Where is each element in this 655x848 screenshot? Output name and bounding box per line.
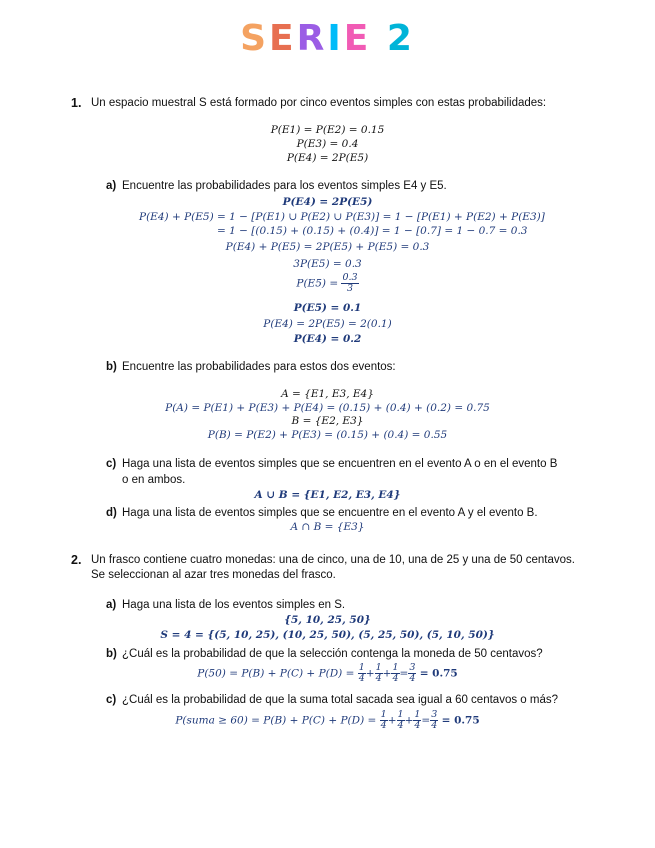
- q1b-text: Encuentre las probabilidades para estos dos eventos:: [122, 361, 396, 373]
- q2a-line-2: S = 4 = {(5, 10, 25), (10, 25, 50), (5, 25, 50), (5, 10, 50)}: [160, 629, 495, 641]
- q1a-line-9: P(E4) = 0.2: [293, 333, 362, 345]
- title-letter: E: [269, 18, 297, 59]
- q2b-result: = 0.75: [419, 667, 458, 680]
- given-1: P(E1) = P(E2) = 0.15: [270, 124, 385, 136]
- q1d-label: d): [106, 507, 117, 519]
- q1b-line-4: P(B) = P(E2) + P(E3) = (0.15) + (0.4) = 0.55: [207, 429, 448, 441]
- title-letter: I: [327, 18, 344, 59]
- q1a-line-3: = 1 − [(0.15) + (0.15) + (0.4)] = 1 − [0.7] = 1 − 0.7 = 0.3: [217, 225, 528, 237]
- title-letter: E: [343, 18, 372, 59]
- given-2: P(E3) = 0.4: [296, 138, 359, 150]
- q1a-fraction-den: 3: [347, 283, 354, 294]
- q2b-frac-1-num: 1: [358, 662, 365, 673]
- q2c-frac-3-den: 4: [414, 720, 421, 731]
- question-2-number: 2.: [71, 553, 82, 567]
- q2c-label: c): [106, 694, 117, 706]
- q2c-frac-1-num: 1: [380, 709, 387, 720]
- q2b-frac-2: [375, 663, 383, 684]
- q2b-frac-3: [391, 663, 399, 684]
- given-3: P(E4) = 2P(E5): [286, 152, 369, 164]
- q1a-label: a): [106, 180, 117, 192]
- q1a-line-7: P(E5) = 0.1: [293, 302, 362, 314]
- q2b-lhs: P(50) = P(B) + P(C) + P(D) =: [197, 667, 355, 680]
- q2c-frac-1: [380, 710, 388, 731]
- title-letter: S: [240, 18, 269, 59]
- q2b-frac-3-den: 4: [392, 673, 399, 684]
- q2b-frac-2-den: 4: [375, 673, 382, 684]
- q2b-frac-4-den: 4: [409, 673, 416, 684]
- q1a-line-4: P(E4) + P(E5) = 2P(E5) + P(E5) = 0.3: [225, 241, 430, 253]
- q2c-frac-2-den: 4: [397, 720, 404, 731]
- q2c-result: = 0.75: [441, 714, 480, 727]
- q1a-line-6-lhs: P(E5) =: [296, 277, 339, 290]
- q1c-text-1: Haga una lista de eventos simples que se encuentren en el evento A o en el evento B: [122, 458, 558, 470]
- q1a-line-1: P(E4) = 2P(E5): [282, 196, 373, 208]
- title-letter: R: [296, 18, 328, 59]
- q2c-frac-1-den: 4: [380, 720, 387, 731]
- q1c-answer: A ∪ B = {E1, E2, E3, E4}: [254, 489, 401, 501]
- page-title: [0, 18, 655, 59]
- q1b-line-1: A = {E1, E3, E4}: [281, 388, 374, 400]
- q1b-label: b): [106, 361, 117, 373]
- q1a-fraction-num: 0.3: [342, 272, 358, 283]
- question-1-text: Un espacio muestral S está formado por cinco eventos simples con estas probabilidades:: [91, 97, 547, 109]
- q1c-label: c): [106, 458, 117, 470]
- q1a-line-5: 3P(E5) = 0.3: [293, 258, 362, 270]
- q2c-frac-4-den: 4: [431, 720, 438, 731]
- q2b-frac-4: [408, 663, 416, 684]
- title-letter: 2: [386, 18, 415, 59]
- q2c-text: ¿Cuál es la probabilidad de que la suma total sacada sea igual a 60 centavos o más?: [122, 694, 558, 706]
- q1a-text: Encuentre las probabilidades para los eventos simples E4 y E5.: [122, 180, 447, 192]
- q2b-frac-2-num: 1: [375, 662, 382, 673]
- q2c-equation: P(suma ≥ 60) = P(B) + P(C) + P(D) = $\frac{1}{4}$ + $\frac{1}{4}$ + $\frac{1}{4}$ = $\frac{3}{4}$ = 0.75: [175, 709, 480, 731]
- q1b-line-3: B = {E2, E3}: [291, 415, 364, 427]
- q2a-line-1: {5, 10, 25, 50}: [284, 614, 371, 626]
- q2b-frac-3-num: 1: [392, 662, 399, 673]
- q2c-lhs: P(suma ≥ 60) = P(B) + P(C) + P(D) =: [175, 714, 377, 727]
- title-letter: [371, 18, 387, 59]
- q2a-label: a): [106, 599, 117, 611]
- question-2-text-2: Se seleccionan al azar tres monedas del frasco.: [91, 569, 336, 581]
- q2b-frac-4-num: 3: [409, 662, 416, 673]
- q1d-text: Haga una lista de eventos simples que se encuentre en el evento A y el evento B.: [122, 507, 538, 519]
- q2c-frac-3-num: 1: [414, 709, 421, 720]
- question-1-number: 1.: [71, 96, 82, 110]
- q2b-label: b): [106, 648, 117, 660]
- q2c-frac-4: [430, 710, 438, 731]
- q2b-equation: P(50) = P(B) + P(C) + P(D) = $\frac{1}{4}$ + $\frac{1}{4}$ + $\frac{1}{4}$ = $\frac{3}{4}$ = 0.75: [197, 662, 458, 684]
- q2b-text: ¿Cuál es la probabilidad de que la selección contenga la moneda de 50 centavos?: [122, 648, 543, 660]
- q2b-frac-1-den: 4: [358, 673, 365, 684]
- q1b-line-2: P(A) = P(E1) + P(E3) + P(E4) = (0.15) + (0.4) + (0.2) = 0.75: [165, 402, 490, 414]
- q2c-frac-2-num: 1: [397, 709, 404, 720]
- q2c-frac-3: [413, 710, 421, 731]
- q1a-line-8: P(E4) = 2P(E5) = 2(0.1): [263, 318, 392, 330]
- q2c-frac-4-num: 3: [431, 709, 438, 720]
- q2c-frac-2: [397, 710, 405, 731]
- q1a-line-2: P(E4) + P(E5) = 1 − [P(E1) ∪ P(E2) ∪ P(E3)] = 1 − [P(E1) + P(E2) + P(E3)]: [139, 211, 545, 223]
- q2b-frac-1: [358, 663, 366, 684]
- q2a-text: Haga una lista de los eventos simples en S.: [122, 599, 346, 611]
- q1c-text-2: o en ambos.: [122, 474, 186, 486]
- q1d-answer: A ∩ B = {E3}: [290, 521, 365, 533]
- question-2-text-1: Un frasco contiene cuatro monedas: una de cinco, una de 10, una de 25 y una de 50 centavos.: [91, 554, 575, 566]
- q1a-line-6: [0, 273, 655, 294]
- q1a-fraction: [341, 273, 358, 294]
